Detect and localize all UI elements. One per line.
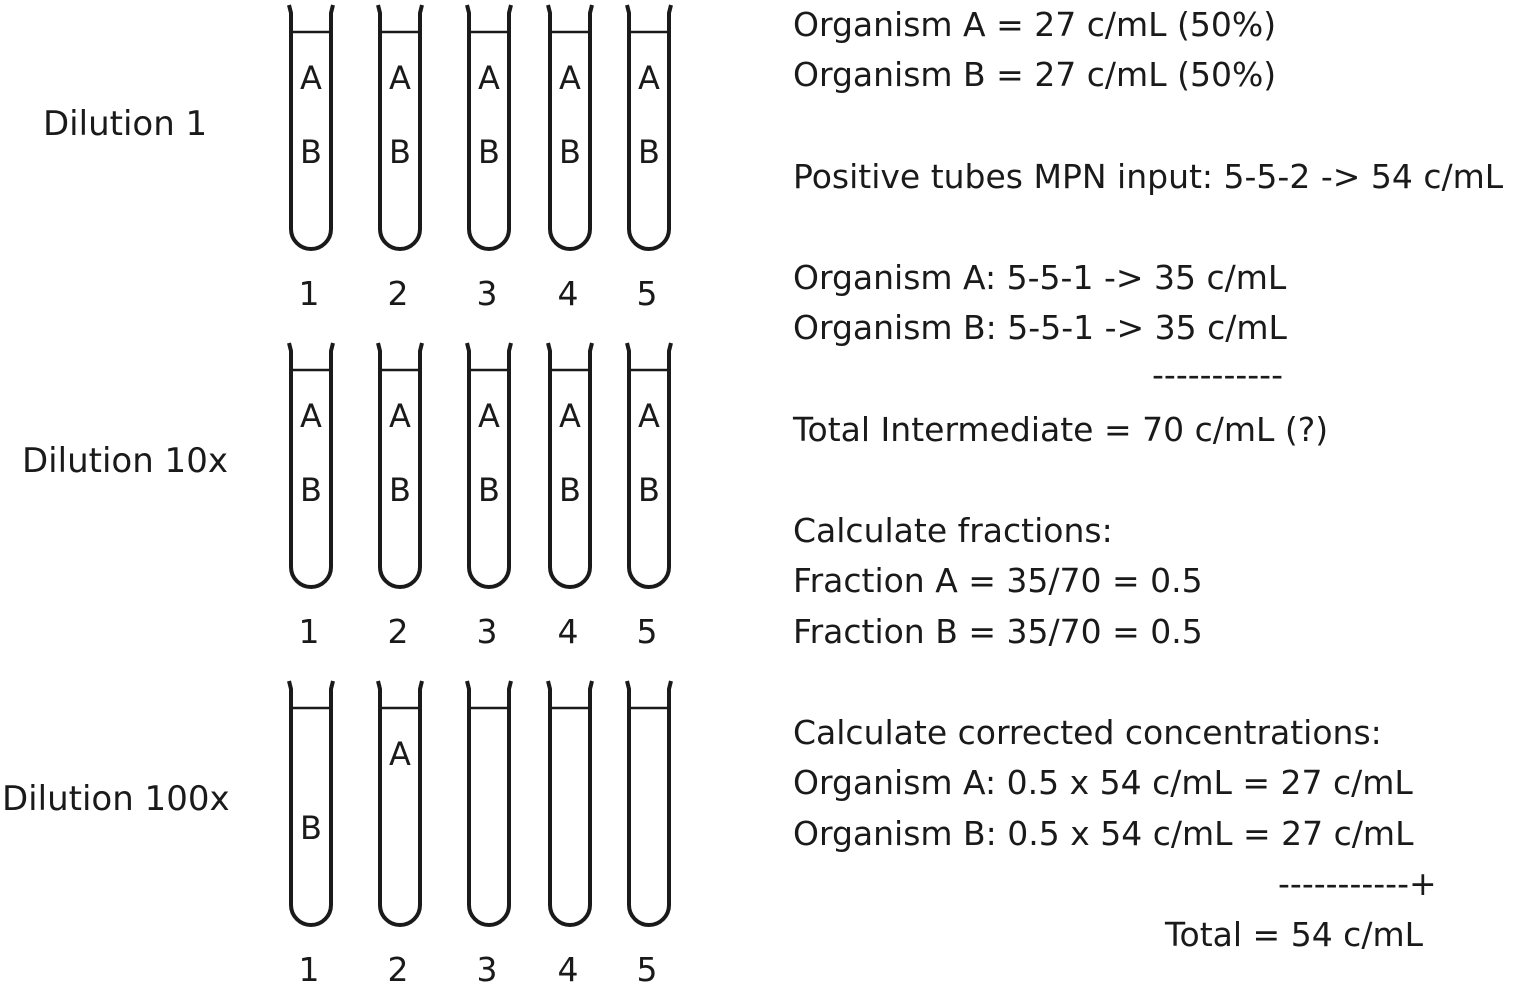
organism-b-initial: Organism B = 27 c/mL (50%) (793, 55, 1277, 94)
organism-marker: A (300, 59, 322, 97)
tube-outline (378, 681, 422, 925)
organism-marker: A (559, 59, 581, 97)
organism-marker: B (638, 471, 660, 509)
dilution-row (289, 5, 671, 313)
tube-outline (289, 5, 333, 249)
total-corrected: Total = 54 c/mL (1165, 915, 1423, 954)
organism-marker: A (638, 397, 660, 435)
organism-b-mpn: Organism B: 5-5-1 -> 35 c/mL (793, 308, 1287, 347)
test-tube (378, 343, 422, 651)
dilution-row (289, 681, 671, 986)
dilution-10x-label: Dilution 10x (22, 441, 228, 481)
tube-number: 3 (476, 274, 498, 313)
tube-outline (378, 343, 422, 587)
fractions-heading: Calculate fractions: (793, 511, 1113, 550)
tube-outline (467, 5, 511, 249)
organism-marker: A (389, 735, 411, 773)
organism-marker: B (559, 133, 581, 171)
tube-number: 4 (557, 612, 579, 651)
organism-marker: A (559, 397, 581, 435)
organism-marker: B (638, 133, 660, 171)
organism-a-mpn: Organism A: 5-5-1 -> 35 c/mL (793, 258, 1287, 297)
tube-outline (627, 5, 671, 249)
test-tube (289, 681, 333, 986)
tube-number: 1 (298, 274, 320, 313)
organism-marker: B (559, 471, 581, 509)
test-tube (548, 343, 592, 651)
test-tube (378, 681, 422, 986)
organism-marker: A (478, 59, 500, 97)
tube-outline (627, 681, 671, 925)
tube-number: 1 (298, 612, 320, 651)
total-intermediate: Total Intermediate = 70 c/mL (?) (793, 410, 1329, 449)
corrected-heading: Calculate corrected concentrations: (793, 713, 1382, 752)
tube-outline (548, 5, 592, 249)
tube-outline (378, 5, 422, 249)
tube-outline (548, 343, 592, 587)
dilution-1-label: Dilution 1 (43, 104, 208, 144)
test-tube (289, 5, 333, 313)
test-tube (627, 343, 671, 651)
organism-marker: B (389, 471, 411, 509)
organism-marker: B (300, 809, 322, 847)
tube-number: 4 (557, 274, 579, 313)
test-tube (548, 5, 592, 313)
sum-separator-intermediate: ----------- (1152, 355, 1283, 394)
positive-tubes-mpn: Positive tubes MPN input: 5-5-2 -> 54 c/mL (793, 157, 1504, 196)
tube-outline (289, 343, 333, 587)
test-tube (289, 343, 333, 651)
test-tube (467, 5, 511, 313)
organism-marker: A (638, 59, 660, 97)
test-tube (467, 343, 511, 651)
organism-marker: B (300, 471, 322, 509)
tube-outline (289, 681, 333, 925)
tube-number: 5 (636, 274, 658, 313)
tube-outline (627, 343, 671, 587)
fraction-a: Fraction A = 35/70 = 0.5 (793, 561, 1203, 600)
fraction-b: Fraction B = 35/70 = 0.5 (793, 612, 1203, 651)
tube-number: 2 (387, 612, 409, 651)
test-tube (627, 5, 671, 313)
organism-marker: B (478, 471, 500, 509)
tube-number: 3 (476, 612, 498, 651)
organism-a-corrected: Organism A: 0.5 x 54 c/mL = 27 c/mL (793, 763, 1413, 802)
organism-marker: A (478, 397, 500, 435)
tube-number: 5 (636, 950, 658, 986)
tube-number: 2 (387, 950, 409, 986)
organism-b-corrected: Organism B: 0.5 x 54 c/mL = 27 c/mL (793, 814, 1414, 853)
test-tube (627, 681, 671, 986)
tube-number: 2 (387, 274, 409, 313)
organism-marker: A (300, 397, 322, 435)
dilution-row (289, 343, 671, 651)
tube-outline (467, 681, 511, 925)
tube-outline (467, 343, 511, 587)
test-tube (548, 681, 592, 986)
organism-marker: B (389, 133, 411, 171)
organism-marker: B (478, 133, 500, 171)
tube-number: 5 (636, 612, 658, 651)
organism-marker: A (389, 59, 411, 97)
organism-marker: A (389, 397, 411, 435)
tube-number: 3 (476, 950, 498, 986)
tube-number: 4 (557, 950, 579, 986)
tube-number: 1 (298, 950, 320, 986)
sum-separator-total: -----------+ (1278, 864, 1437, 903)
test-tube (467, 681, 511, 986)
tube-outline (548, 681, 592, 925)
organism-a-initial: Organism A = 27 c/mL (50%) (793, 5, 1277, 44)
dilution-100x-label: Dilution 100x (2, 779, 230, 819)
test-tube (378, 5, 422, 313)
organism-marker: B (300, 133, 322, 171)
